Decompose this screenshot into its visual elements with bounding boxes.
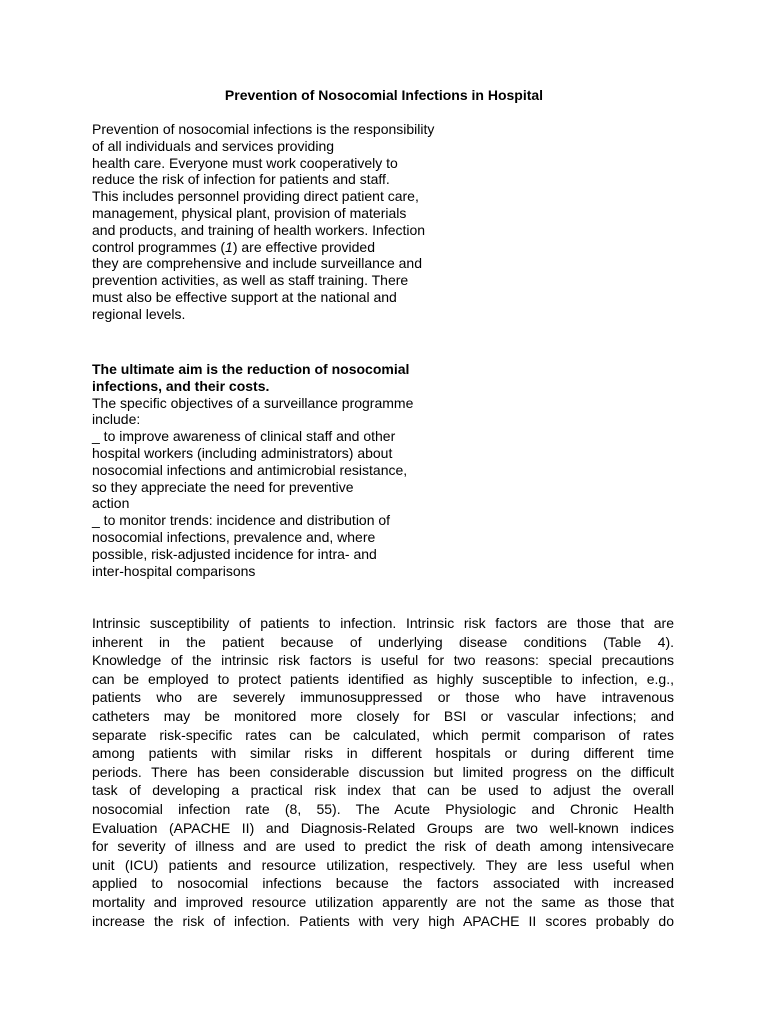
justified-line: patients who are severely immunosuppressed or those who have intravenous	[92, 689, 674, 706]
text-line: must also be effective support at the national and	[92, 288, 397, 305]
page-title: Prevention of Nosocomial Infections in Hospital	[224, 87, 544, 103]
text-line: prevention activities, as well as staff training. There	[92, 272, 409, 289]
justified-line: unit (ICU) patients and resource utilization, respectively. They are less useful when	[92, 856, 674, 873]
text-line: include:	[92, 411, 141, 428]
text-line-with-citation	[92, 239, 434, 256]
text-line: possible, risk-adjusted incidence for intra- and	[92, 545, 377, 562]
text-line: The specific objectives of a surveillance programme	[92, 394, 414, 411]
text-line: of all individuals and services providing	[92, 137, 335, 154]
intrinsic-susceptibility-paragraph	[92, 614, 674, 930]
justified-line: task of developing a practical risk index that can be used to adjust the overall	[92, 782, 674, 799]
justified-line: nosocomial infection rate (8, 55). The Acute Physiologic and Chronic Health	[92, 800, 674, 817]
justified-line: Intrinsic susceptibility of patients to infection. Intrinsic risk factors are those that are	[92, 615, 674, 631]
text-line: management, physical plant, provision of materials	[92, 204, 407, 221]
justified-line: among patients with similar risks in different hospitals or during different time	[92, 745, 674, 762]
list-item-line: _ to improve awareness of clinical staff and other	[92, 428, 396, 445]
justified-line: applied to nosocomial infections because the factors associated with increased	[92, 875, 674, 892]
justified-line: periods. There has been considerable discussion but limited progress on the difficult	[92, 763, 674, 780]
text-line: regional levels.	[92, 305, 186, 322]
text-line: they are comprehensive and include surveillance and	[92, 255, 422, 272]
text-line: Prevention of nosocomial infections is the responsibility	[92, 121, 435, 137]
justified-line: can be employed to protect patients identified as highly susceptible to infection, e.g.,	[92, 670, 674, 687]
justified-line: for severity of illness and are used to predict the risk of death among intensivecare	[92, 838, 674, 855]
citation-suffix: ) are effective provided	[232, 238, 375, 255]
surveillance-objectives-paragraph	[92, 361, 413, 579]
prevention-paragraph	[92, 121, 434, 323]
text-line: health care. Everyone must work cooperatively to	[92, 154, 398, 171]
justified-line: inherent in the patient because of underlying disease conditions (Table 4).	[92, 633, 674, 650]
text-line: hospital workers (including administrators) about	[92, 444, 393, 461]
text-line: inter-hospital comparisons	[92, 562, 256, 579]
justified-line: catheters may be monitored more closely for BSI or vascular infections; and	[92, 707, 674, 724]
citation-number: 1	[225, 238, 233, 255]
text-line: action	[92, 495, 130, 512]
text-line: This includes personnel providing direct patient care,	[92, 188, 419, 205]
text-line: and products, and training of health workers. Infection	[92, 221, 426, 238]
justified-line: separate risk-specific rates can be calculated, which permit comparison of rates	[92, 726, 674, 743]
justified-line: Evaluation (APACHE II) and Diagnosis-Related Groups are two well-known indices	[92, 819, 674, 836]
bold-heading-line: infections, and their costs.	[92, 377, 270, 394]
justified-line: Knowledge of the intrinsic risk factors is useful for two reasons: special precautions	[92, 652, 674, 669]
list-item-line: _ to monitor trends: incidence and distribution of	[92, 512, 391, 529]
text-line: reduce the risk of infection for patients and staff.	[92, 171, 390, 188]
text-line: nosocomial infections and antimicrobial resistance,	[92, 461, 408, 478]
justified-line: increase the risk of infection. Patients with very high APACHE II scores probably do	[92, 912, 674, 929]
text-line: so they appreciate the need for preventive	[92, 478, 354, 495]
bold-heading-line: The ultimate aim is the reduction of nosocomial	[92, 361, 410, 377]
justified-line: mortality and improved resource utilization apparently are not the same as those that	[92, 893, 674, 910]
citation-prefix: control programmes (	[92, 238, 226, 255]
text-line: nosocomial infections, prevalence and, where	[92, 528, 376, 545]
